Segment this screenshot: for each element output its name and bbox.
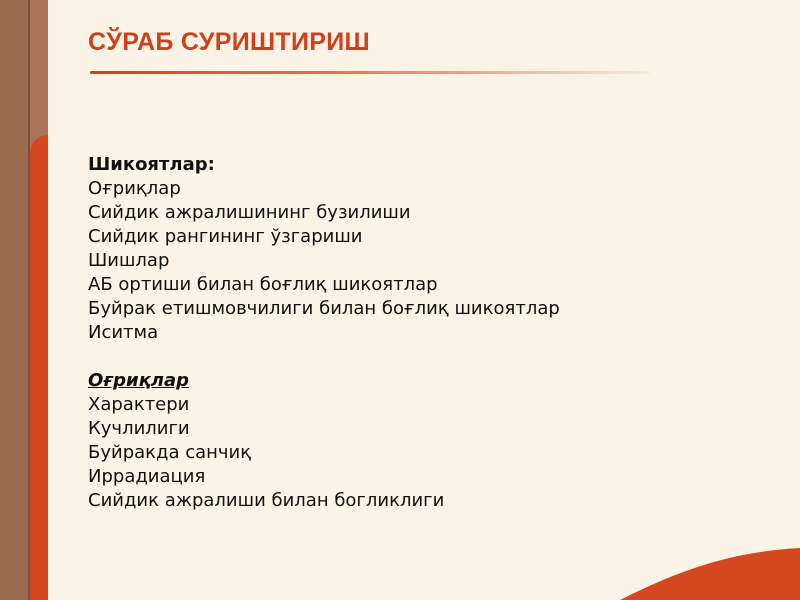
pain-item: Характери (88, 394, 190, 415)
complaint-item: Иситма (88, 322, 159, 343)
complaint-item: Оғриқлар (88, 178, 181, 199)
complaints-heading: Шикоятлар: (88, 154, 215, 175)
complaint-item: Буйрак етишмовчилиги билан боғлиқ шикоятлар (88, 298, 560, 319)
slide-body (88, 153, 768, 513)
pain-item: Иррадиация (88, 466, 206, 487)
pain-item: Кучлилиги (88, 418, 190, 439)
complaint-item: Сийдик ажралишининг бузилиши (88, 202, 411, 223)
slide-title: СЎРАБ СУРИШТИРИШ (88, 28, 370, 56)
complaint-item: АБ ортиши билан боғлиқ шикоятлар (88, 274, 438, 295)
complaint-item: Шишлар (88, 250, 170, 271)
title-underline (90, 71, 650, 74)
pain-item: Сийдик ажралиши билан богликлиги (88, 490, 445, 511)
complaint-item: Сийдик рангининг ўзгариши (88, 226, 363, 247)
section-spacer (88, 345, 768, 369)
pain-item: Буйракда санчиқ (88, 442, 252, 463)
pain-heading: Оғриқлар (88, 370, 190, 391)
